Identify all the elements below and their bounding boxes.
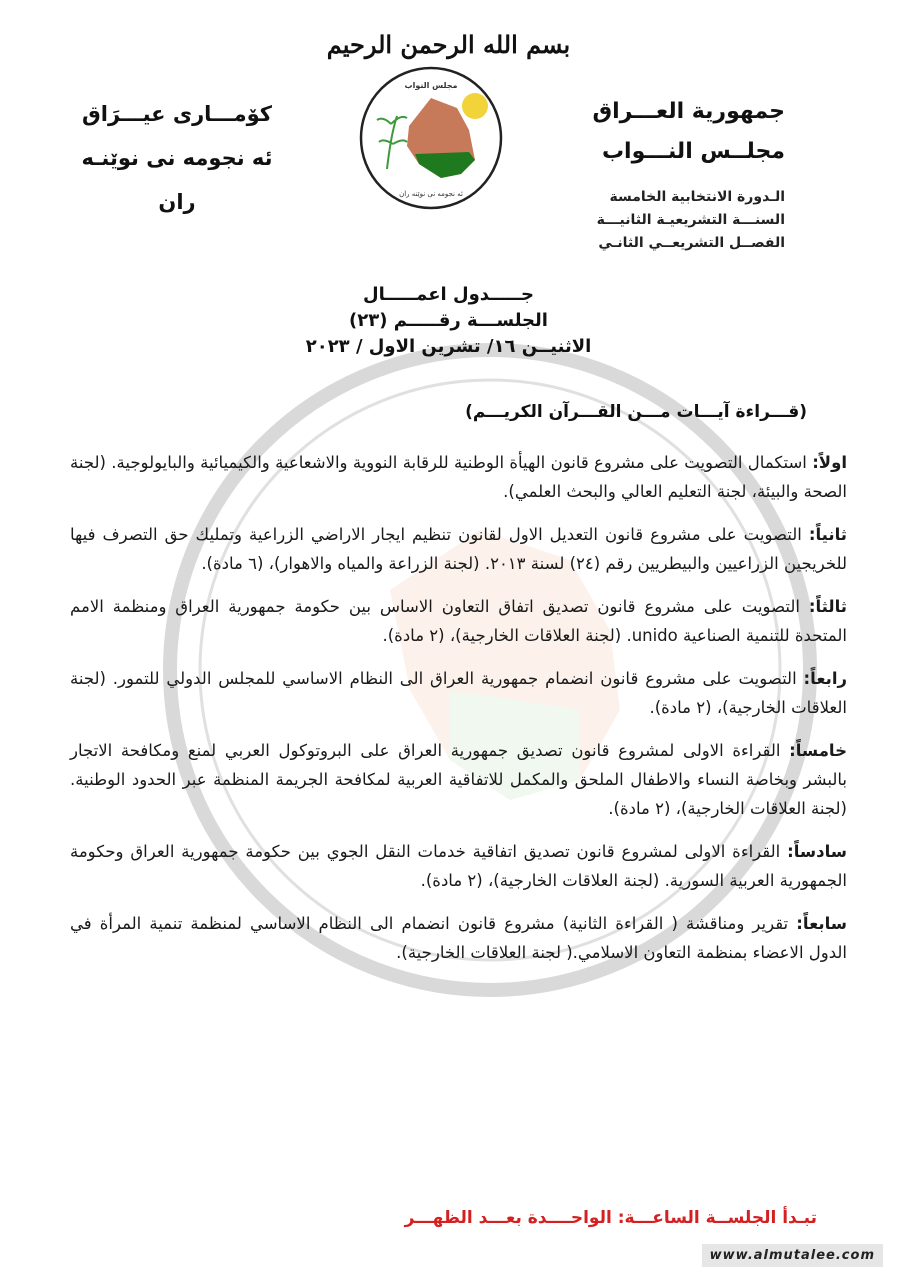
website-link[interactable]: www.almutalee.com	[702, 1244, 883, 1267]
item-label: سادساً:	[787, 842, 848, 861]
item-label: ثالثاً:	[808, 597, 848, 616]
item-label: رابعاً:	[803, 669, 847, 688]
parliament-logo	[357, 64, 505, 212]
session-number: الجلســـة رقـــــم (٢٣)	[349, 310, 548, 331]
republic-name: جمهورية العـــراق	[592, 99, 785, 124]
agenda-list	[70, 448, 847, 981]
item-label: ثانياً:	[808, 525, 847, 544]
session-start-time: تبـدأ الجلســة الساعـــة: الواحــــدة بعـــد الظهـــر	[404, 1208, 817, 1228]
item-text: تقرير ومناقشة ( القراءة الثانية) مشروع قانون انضمام الى النظام الاساسي لمنظمة تنمية المرأة في الدول الاعضاء بمنظمة التعاون الاسلامي.( لجنة العلاقات الخارجية).	[70, 914, 847, 962]
legislative-term: الفصــل التشريعــي الثانـي	[598, 235, 785, 251]
agenda-item	[70, 909, 847, 967]
header-kurdish	[72, 92, 282, 224]
agenda-heading: جـــــدول اعمـــــال	[363, 284, 534, 305]
item-text: التصويت على مشروع قانون التعديل الاول لقانون تنظيم ايجار الاراضي الزراعية وتمليك حق التصرف فيها للخريجين الزراعيين والبيطريين رقم (٢٤) لسنة ٢٠١٣. (لجنة الزراعة والمياه والاهوار)، (٦ مادة).	[70, 525, 847, 573]
item-text: التصويت على مشروع قانون انضمام جمهورية العراق الى النظام الاساسي للمجلس الدولي للتمور. (لجنة العلاقات الخارجية)، (٢ مادة).	[70, 669, 847, 717]
item-text: استكمال التصويت على مشروع قانون الهيأة الوطنية للرقابة النووية والاشعاعية والكيميائية والبايولوجية. (لجنة الصحة والبيئة، لجنة التعليم العالي والبحث العلمي).	[70, 453, 847, 501]
agenda-item	[70, 448, 847, 506]
session-info	[597, 186, 785, 255]
legislative-year: السنـــة التشريعيـة الثانيـــة	[596, 212, 785, 228]
item-text: القراءة الاولى لمشروع قانون تصديق اتفاقية خدمات النقل الجوي بين حكومة جمهورية العراق وحكومة الجمهورية العربية السورية. (لجنة العلاقات الخارجية)، (٢ مادة).	[70, 842, 847, 890]
basmala: بسم الله الرحمن الرحيم	[326, 30, 571, 59]
session-date: الاثنيــن ١٦/ تشرين الاول / ٢٠٢٣	[305, 336, 592, 357]
item-label: سابعاً:	[796, 914, 848, 933]
sun-icon	[462, 93, 488, 119]
council-name-kurdish: ئه نجومه نى نوێنـه ران	[81, 146, 273, 214]
item-label: خامساً:	[789, 741, 848, 760]
item-text: القراءة الاولى لمشروع قانون تصديق جمهورية العراق على البروتوكول العربي لمنع ومكافحة الاتجار بالبشر وبخاصة النساء والاطفال الملحق والمكمل للاتفاقية العربية لمكافحة الجريمة المنظمة عبر الحدود الوطنية. (لجنة العلاقات الخارجية)، (٢ مادة).	[70, 741, 847, 818]
logo-top-text: مجلس النواب	[404, 81, 458, 90]
council-name: مجلــس النـــواب	[601, 139, 785, 164]
electoral-term: الـدورة الانتخابية الخامسة	[609, 189, 785, 205]
agenda-item	[70, 837, 847, 895]
agenda-item	[70, 736, 847, 823]
agenda-item	[70, 664, 847, 722]
republic-name-kurdish: كۆمـــارى عيـــرَاق	[82, 102, 272, 126]
logo-bottom-text: ئه نجومه نى نوێنه ران	[399, 190, 463, 198]
header-arabic	[592, 92, 785, 172]
agenda-title	[0, 282, 897, 360]
quran-reading: (قـــراءة آيـــات مـــن القـــرآن الكريـــم)	[465, 402, 807, 422]
agenda-item	[70, 592, 847, 650]
item-label: اولاً:	[812, 453, 847, 472]
item-text: التصويت على مشروع قانون تصديق اتفاق التعاون الاساس بين حكومة جمهورية العراق ومنظمة الامم المتحدة للتنمية الصناعية unido. (لجنة العلاقات الخارجية)، (٢ مادة).	[70, 597, 847, 645]
agenda-item	[70, 520, 847, 578]
